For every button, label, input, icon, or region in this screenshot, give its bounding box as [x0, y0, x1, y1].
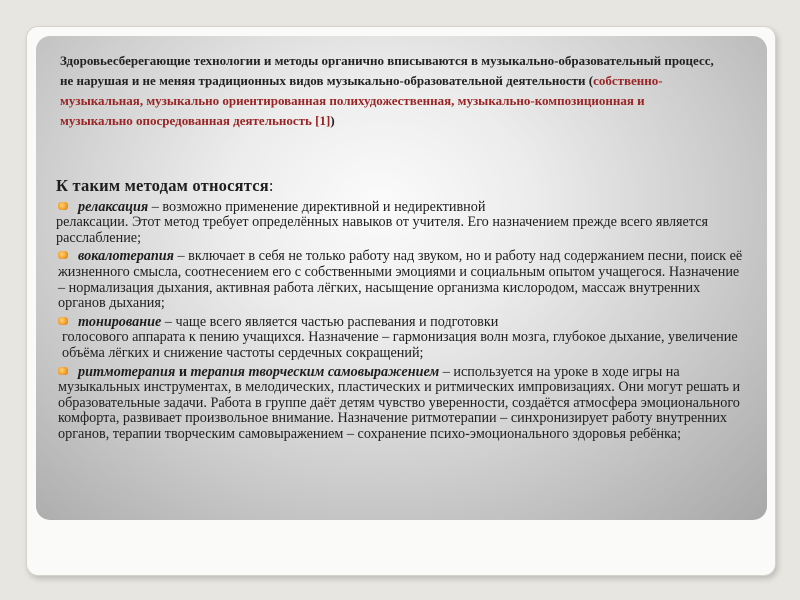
method-lead: – используется на уроке в ходе игры на музыкальных инструментах, в мелодических, пластических и ритмических импровизациях. Они могут решать и образовательные задачи. Работа в группе даёт детям чувство уверенности, создаётся атмосфера эмоционального комфорта, развивает произвольное внимание. Назначение ритмотерапии – синхронизирует работу внутренних органов, терапии творческим самовыражением – сохранение психо-эмоционального здоровья ребёнка;	[58, 363, 741, 442]
method-item-rhythm	[52, 365, 748, 443]
method-lead: – чаще всего является частью распевания и подготовки	[161, 313, 499, 330]
intro-activities: собственно-музыкальная, музыкально ориентированная полихудожественная, музыкально-композиционная и музыкально опосредованная деятельность [1]	[60, 73, 663, 128]
method-term-2: терапия творческим самовыражением	[190, 363, 440, 380]
method-item-vocal	[52, 249, 748, 311]
bullet-icon	[58, 367, 68, 375]
method-lead: – возможно применение директивной и недирективной	[148, 198, 486, 215]
method-body: голосового аппарата к пению учащихся. Назначение – гармонизация волн мозга, глубокое дыхание, увеличение объёма лёгких и снижение частоты сердечных сокращений;	[62, 329, 738, 361]
method-term: ритмотерапия	[78, 363, 176, 380]
intro-close: )	[330, 113, 335, 128]
method-term: вокалотерапия	[78, 248, 174, 265]
methods-heading-colon: :	[268, 176, 274, 195]
method-conj: и	[175, 363, 191, 380]
bullet-icon	[58, 202, 68, 210]
intro-paragraph	[60, 51, 720, 131]
intro-text: Здоровьесберегающие технологии и методы органично вписываются в музыкально-образовательный процесс, не нарушая и не меняя традиционных видов музыкально-образовательной деятельности (	[60, 53, 714, 88]
methods-heading-text: К таким методам относятся	[56, 176, 269, 195]
bullet-icon	[58, 317, 68, 325]
methods-section	[52, 178, 752, 443]
method-body: релаксации. Этот метод требует определённых навыков от учителя. Его назначением прежде всего является расслабление;	[56, 214, 709, 246]
bullet-icon	[58, 251, 68, 259]
method-lead: – включает в себя не только работу над звуком, но и работу над содержанием песни, поиск её жизненного смысла, соотнесением его с собственными эмоциями и социальным опытом учащегося. Назначение – нормализация дыхания, активная работа лёгких, насыщение организма кислородом, массаж внутренних органов дыхания;	[58, 248, 743, 312]
method-item-relaxation	[52, 200, 752, 247]
methods-heading	[56, 178, 752, 194]
method-term: релаксация	[78, 198, 149, 215]
method-item-toning	[52, 315, 752, 362]
method-term: тонирование	[78, 313, 162, 330]
